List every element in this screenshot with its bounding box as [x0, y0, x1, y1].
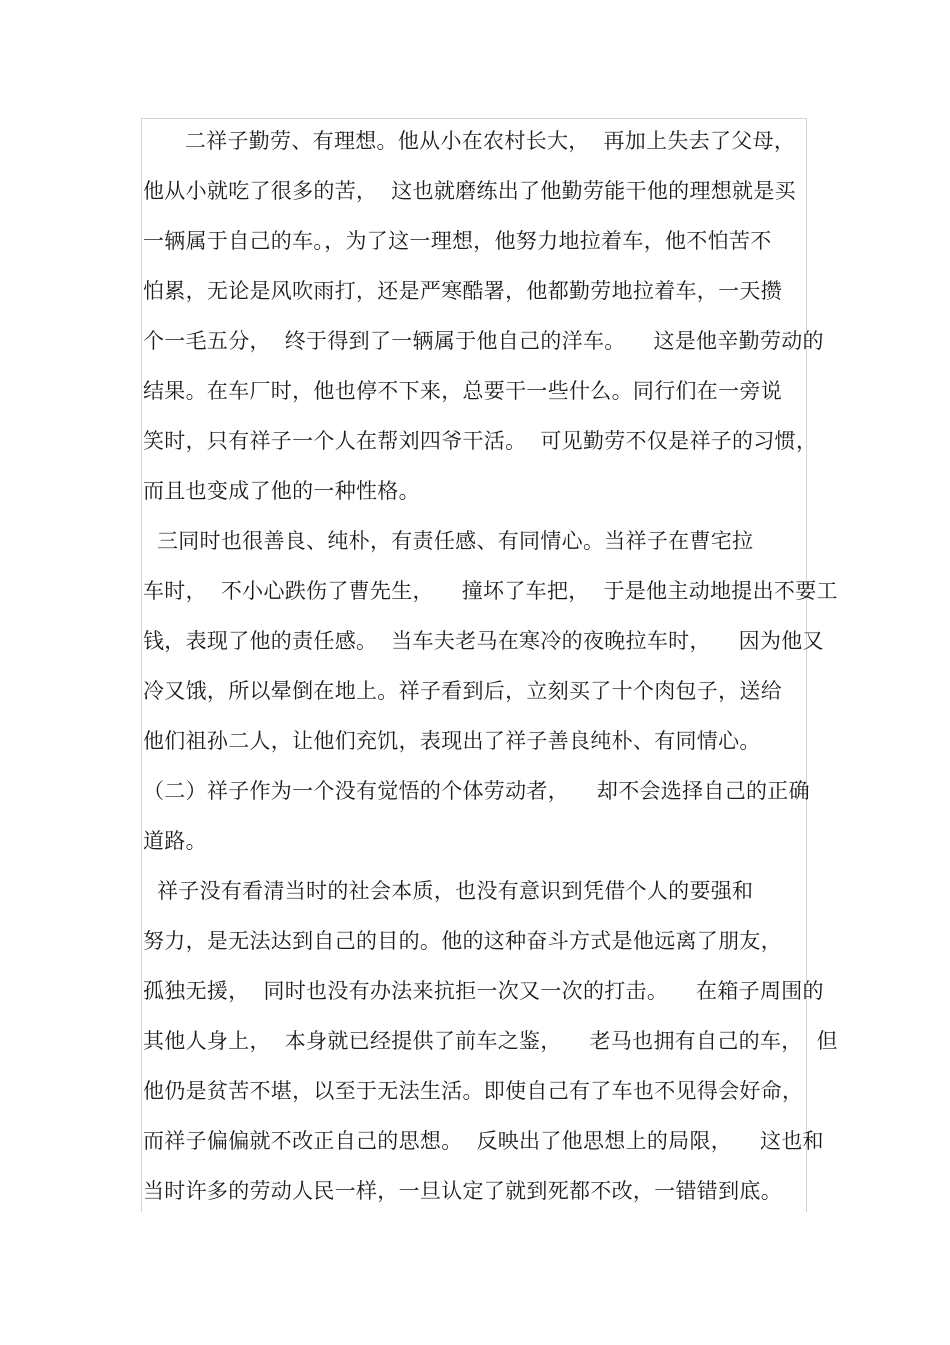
text-line: 三同时也很善良、纯朴，有责任感、有同情心。当祥子在曹宅拉: [143, 529, 754, 553]
page-frame-top: [141, 118, 807, 119]
text-line: 孤独无援， 同时也没有办法来抗拒一次又一次的打击。 在箱子周围的: [143, 979, 824, 1003]
text-line: 他们祖孙二人，让他们充饥，表现出了祥子善良纯朴、有同情心。: [143, 729, 761, 753]
text-line: 笑时，只有祥子一个人在帮刘四爷干活。 可见勤劳不仅是祥子的习惯，: [143, 429, 818, 453]
page-frame-left: [141, 118, 142, 1212]
text-line: 个一毛五分， 终于得到了一辆属于他自己的洋车。 这是他辛勤劳动的: [143, 329, 824, 353]
text-line: 钱，表现了他的责任感。 当车夫老马在寒冷的夜晚拉车时， 因为他又: [143, 629, 824, 653]
text-line: 祥子没有看清当时的社会本质，也没有意识到凭借个人的要强和: [143, 879, 754, 903]
section-heading: （二）祥子作为一个没有觉悟的个体劳动者， 却不会选择自己的正确: [143, 779, 810, 803]
text-line: 结果。在车厂时，他也停不下来，总要干一些什么。同行们在一旁说: [143, 379, 782, 403]
text-line: 而且也变成了他的一种性格。: [143, 479, 420, 503]
text-line: 怕累，无论是风吹雨打，还是严寒酷署，他都勤劳地拉着车，一天攒: [143, 279, 782, 303]
text-line: 车时， 不小心跌伤了曹先生， 撞坏了车把， 于是他主动地提出不要工: [143, 579, 838, 603]
text-line: 他从小就吃了很多的苦， 这也就磨练出了他勤劳能干他的理想就是买: [143, 179, 796, 203]
text-line: 一辆属于自己的车。，为了这一理想，他努力地拉着车，他不怕苦不: [143, 229, 772, 253]
text-line: 其他人身上， 本身就已经提供了前车之鉴， 老马也拥有自己的车， 但: [143, 1029, 838, 1053]
text-line: 他仍是贫苦不堪，以至于无法生活。即使自己有了车也不见得会好命，: [143, 1079, 804, 1103]
text-line: 二祥子勤劳、有理想。他从小在农村长大， 再加上失去了父母，: [143, 129, 796, 153]
text-line: 冷又饿，所以晕倒在地上。祥子看到后，立刻买了十个肉包子，送给: [143, 679, 782, 703]
text-line: 而祥子偏偏就不改正自己的思想。 反映出了他思想上的局限， 这也和: [143, 1129, 824, 1153]
text-line: 当时许多的劳动人民一样，一旦认定了就到死都不改，一错错到底。: [143, 1179, 782, 1203]
text-line: 努力，是无法达到自己的目的。他的这种奋斗方式是他远离了朋友，: [143, 929, 782, 953]
section-heading: 道路。: [143, 829, 207, 853]
